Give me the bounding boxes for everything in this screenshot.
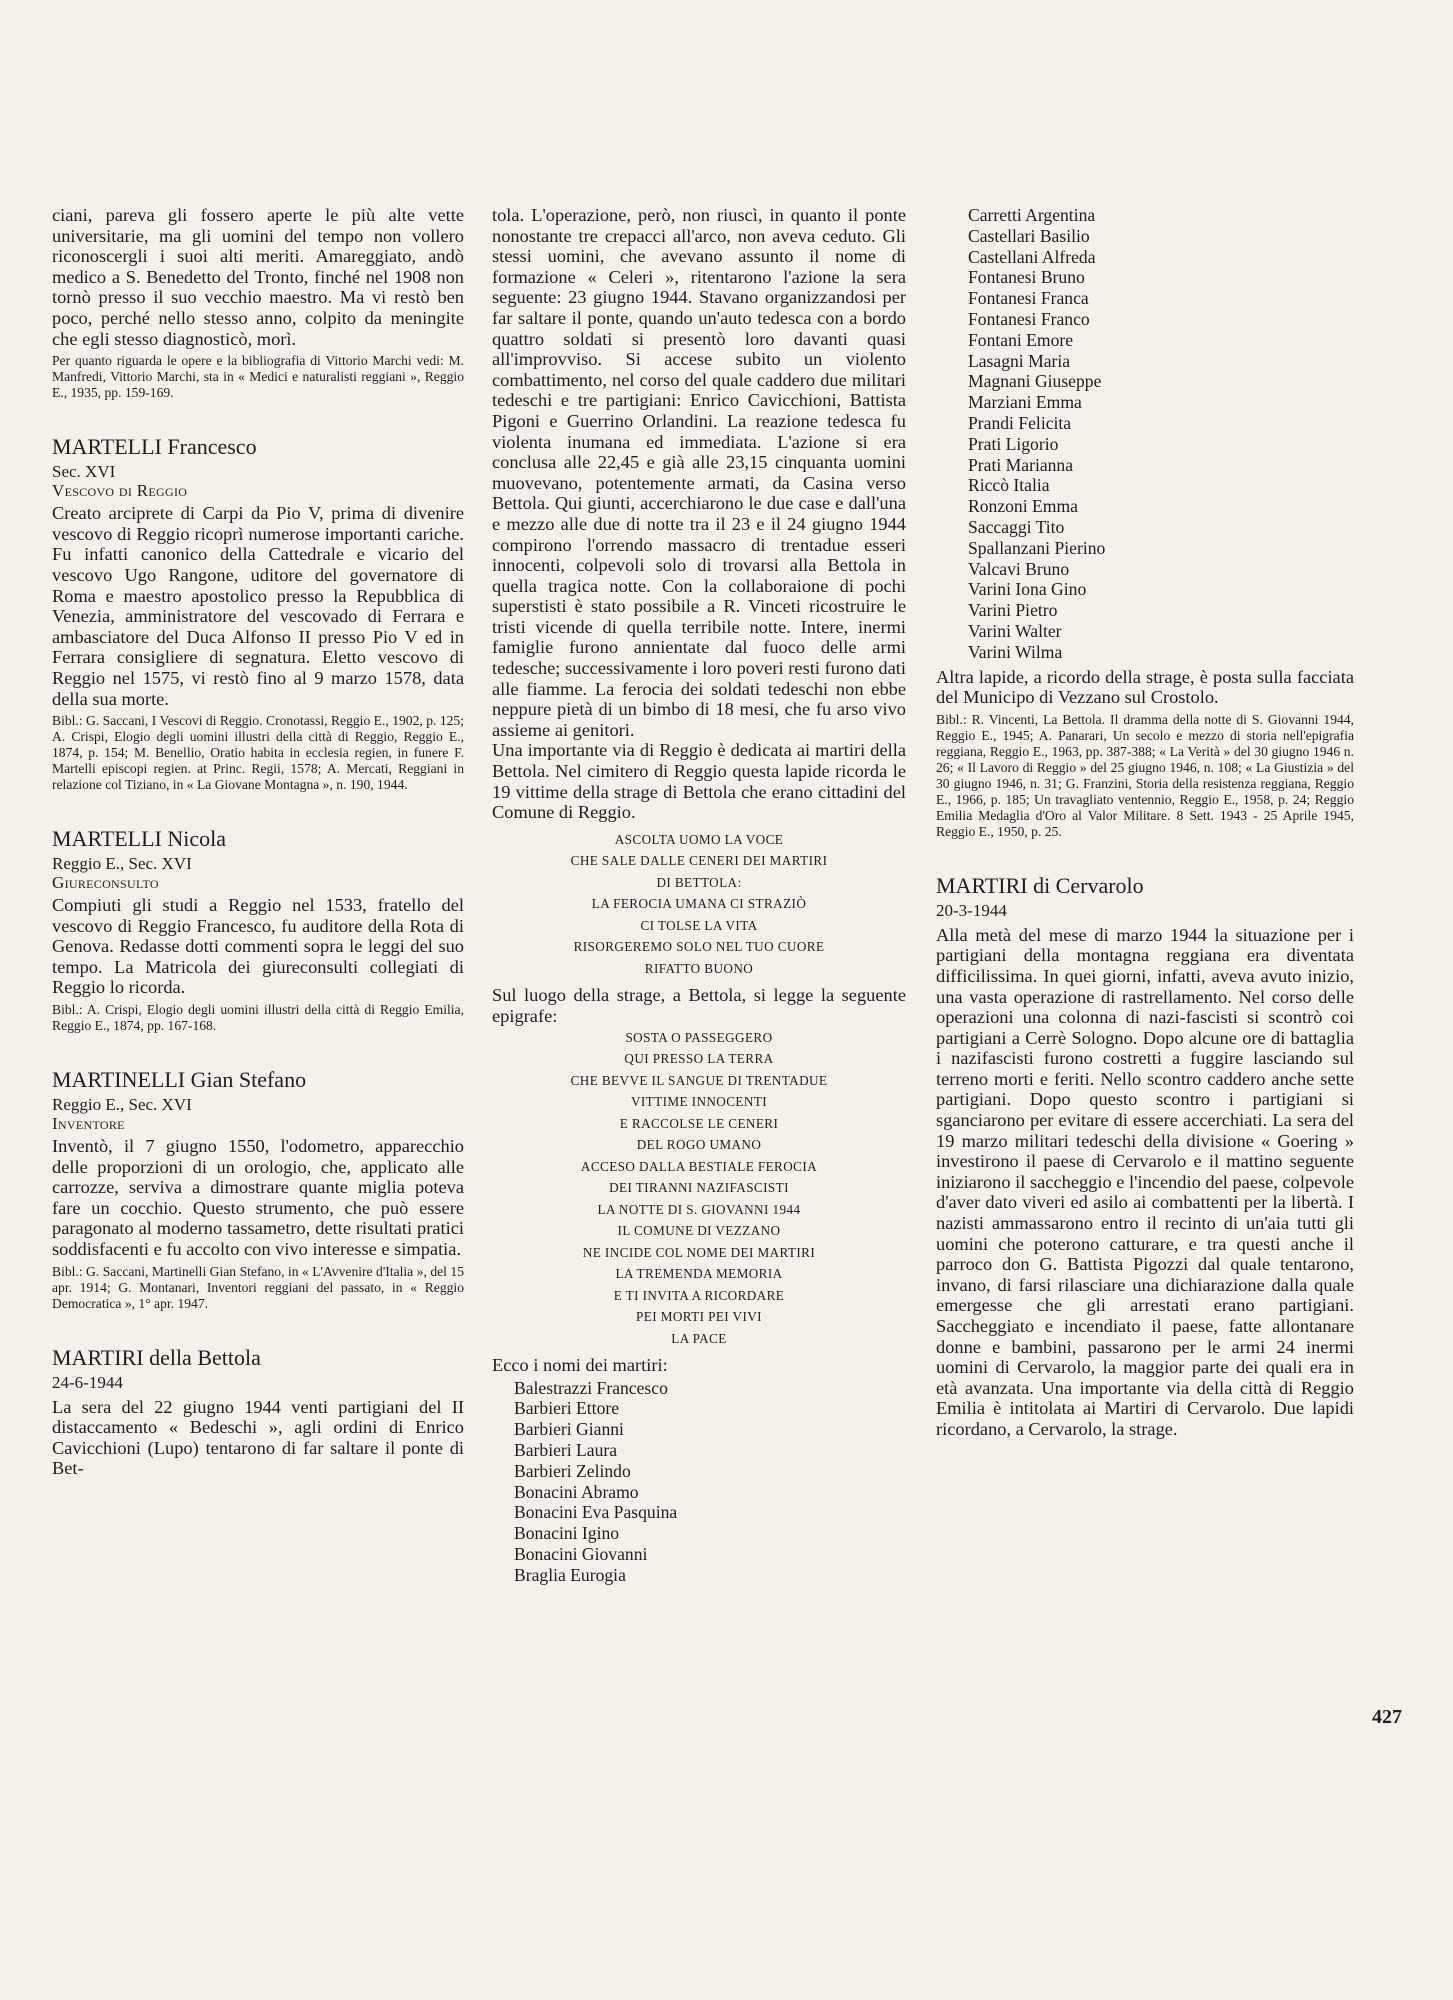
martyr-name: Fontani Emore: [968, 329, 1074, 350]
epigraph-line: IL COMUNE DI VEZZANO: [617, 1223, 781, 1238]
martyr-name: Fontanesi Franca: [968, 288, 1089, 309]
martyr-name: Bonacini Giovanni: [514, 1543, 648, 1564]
entry-text: Alla metà del mese di marzo 1944 la situazione per i partigiani della montagna reggiana era diventata difficilissima. In quei giorni, infatti, aveva avuto inizio, una vasta operazione di rastrellamento. Nel corso delle operazioni una colonna di nazi-fascisti si scontrò coi partigiani a Cerrè Sologno. Dopo alcune ore di battaglia i nazifascisti furono costretti a fuggire lasciando sul terreno morti e feriti. Nello scontro caddero anche sette partigiani. Dopo questo scontro i partigiani si sganciarono per evitare di essere accerchiati. La sera del 19 marzo militari tedeschi della divisione « Goering » investirono il paese di Cervarolo e il mattino seguente iniziarono il saccheggio e l'incendio del paese, colpevole d'aver dato viveri ed asilo ai combattenti per la libertà. I nazisti ammassarono entro il recinto di un'aia tutti gli uomini che poterono catturare, e tra questi anche il parroco don G. Battista Pigozzi dal quale tentarono, invano, di farsi rilasciare una dichiarazione dalla quale emergesse che gli arrestati erano partigiani. Saccheggiato e incendiato il paese, fatte allontanare donne e bambini, passarono per le armi 24 inermi uomini di Cervarolo, la maggior parte dei quali era in età avanzata. Una importante via della città di Reggio Emilia è intitolata ai Martiri di Cervarolo. Due lapidi ricordano, a Cervarolo, la strage.: [936, 924, 1354, 1439]
entry-date: Sec. XVI: [52, 462, 116, 482]
martyr-name: Lasagni Maria: [968, 350, 1071, 371]
martyr-name: Barbieri Ettore: [514, 1398, 620, 1419]
martyr-name: Marziani Emma: [968, 392, 1082, 413]
entry-text: Una importante via di Reggio è dedicata ai martiri della Bettola. Nel cimitero di Reggio questa lapide ricorda le 19 vittime della strage di Bettola che erano cittadini del Comune di Reggio.: [492, 740, 906, 823]
martyr-name: Prati Marianna: [968, 454, 1074, 475]
entry-marchi-end: [52, 205, 464, 401]
epigraph-line: RISORGEREMO SOLO NEL TUO CUORE: [573, 939, 825, 955]
martyr-name: Magnani Giuseppe: [968, 371, 1102, 392]
entry-text: Compiuti gli studi a Reggio nel 1533, fratello del vescovo di Reggio Francesco, fu auditore della Rota di Genova. Redasse dotti commenti sopra le leggi del suo tempo. La Matricola dei giureconsulti collegiati di Reggio lo ricorda.: [52, 895, 464, 998]
martyr-name: Barbieri Zelindo: [514, 1460, 631, 1481]
epigraph-line: E TI INVITA A RICORDARE: [613, 1287, 785, 1303]
entry-date: 24-6-1944: [52, 1372, 123, 1392]
epigraph-line: QUI PRESSO LA TERRA: [624, 1051, 774, 1066]
entry-date: Reggio E., Sec. XVI: [52, 1095, 192, 1115]
epigraph-line: VITTIME INNOCENTI: [630, 1094, 768, 1109]
epigraph-line: LA PACE: [671, 1330, 727, 1346]
entry-text: Ecco i nomi dei martiri:: [492, 1355, 668, 1375]
entry-role: Inventore: [52, 1114, 125, 1134]
epigraph-line: ACCESO DALLA BESTIALE FEROCIA: [580, 1158, 818, 1174]
entry-text: Creato arciprete di Carpi da Pio V, prima di divenire vescovo di Reggio ricoprì numerose importanti cariche. Fu infatti canonico della Cattedrale e vicario del vescovo Ugo Rangone, uditore del governatore di Roma e maestro apostolico presso la Repubblica di Venezia, amministratore del vescovado di Ferrara e ambasciatore del Duca Alfonso II presso Pio V ed in Ferrara consigliere di segnatura. Eletto vescovo di Reggio nel 1575, vi restò fino al 9 marzo 1578, data della sua morte.: [52, 503, 464, 709]
entry-martiri-cervarolo: [936, 874, 1354, 1440]
martyr-name: Prati Ligorio: [968, 433, 1059, 454]
epigraph-cemetery: [492, 829, 906, 980]
bibliography: Per quanto riguarda le opere e la bibliografia di Vittorio Marchi vedi: M. Manfredi, Vittorio Marchi, sta in « Medici e naturalisti reggiani », Reggio E., 1935, pp. 159-169.: [52, 353, 464, 401]
epigraph-line: DEL ROGO UMANO: [636, 1137, 762, 1152]
martyr-name: Barbieri Gianni: [514, 1419, 624, 1440]
page-number: 427: [1372, 1706, 1402, 1728]
martyr-name: Bonacini Igino: [514, 1523, 620, 1544]
entry-martelli-nicola: [52, 827, 464, 1034]
column-middle: [492, 205, 906, 1588]
entry-heading: MARTIRI della Bettola: [52, 1344, 261, 1370]
entry-text-continued: tola. L'operazione, però, non riuscì, in quanto il ponte nonostante tre crepacci all'arco, non aveva ceduto. Gli stessi uomini, che avevano assunto il nome di formazione « Celeri », ritentarono l'azione la sera seguente: 23 giugno 1944. Stavano organizzandosi per far saltare il ponte, quando un'auto tedesca con a bordo quattro soldati si presentò loro davanti quasi all'improvviso. Si accese subito un violento combattimento, nel corso del quale caddero due militari tedeschi e tre partigiani: Enrico Cavicchioni, Battista Pigoni e Guerrino Orlandini. La reazione tedesca fu violenta inumana ed immediata. L'azione si era conclusa alle 22,45 e già alle 23,15 cinquanta uomini muovevano, potentemente armati, da Casina verso Bettola. Qui giunti, accerchiarono le due case e dall'una e mezzo alle due di notte tra il 23 e il 24 giugno 1944 compirono l'orrendo massacro di trentadue esseri innocenti, colpevoli solo di trovarsi alla Bettola in quella tragica notte. Con la collaboraione di pochi superstisti è stato possibile a R. Vinceti ricostruire le tristi vicende di quella terribile notte. Intere, inermi famiglie furono annientate dal fuoco delle armi tedesche; successivamente i loro poveri resti furono dati alle fiamme. La ferocia dei soldati tedeschi non ebbe neppure pietà di un bimbo di 18 mesi, che fu arso vivo assieme ai genitori.: [492, 205, 906, 740]
entry-text: Sul luogo della strage, a Bettola, si legge la seguente epigrafe:: [492, 985, 906, 1026]
bibliography: Bibl.: A. Crispi, Elogio degli uomini illustri della città di Reggio Emilia, Reggio E., 1874, pp. 167-168.: [52, 1002, 464, 1034]
martyr-name: Varini Iona Gino: [968, 579, 1087, 600]
bibliography: Bibl.: R. Vincenti, La Bettola. Il dramma della notte di S. Giovanni 1944, Reggio E., 1945; A. Panarari, Un secolo e mezzo di storia nell'epigrafia reggiana, Reggio E., 1963, pp. 387-388; « La Verità » del 30 giugno 1946 n. 26; « Il Lavoro di Reggio » del 25 giugno 1946, n. 108; « La Giustizia » del 30 giugno 1946, n. 31; G. Franzini, Storia della resistenza reggiana, Reggio E., 1966, p. 185; Un travagliato ventennio, Reggio E., 1958, p. 24; Reggio Emilia Medaglia d'Oro al Valor Militare. 8 Sett. 1943 - 25 Aprile 1945, Reggio E., 1950, p. 25.: [936, 711, 1354, 839]
epigraph-line: RIFATTO BUONO: [644, 960, 754, 976]
martyrs-list: [514, 1378, 906, 1586]
entry-text: Inventò, il 7 giugno 1550, l'odometro, apparecchio delle proporzioni di un orologio, che, applicato alle carrozze, serviva a dimostrare quante miglia poteva fare un cocchio. Questo strumento, che può essere paragonato al moderno tassametro, dette risultati pratici soddisfacenti e fu accolto con vivo interesse e simpatia.: [52, 1136, 464, 1260]
martyr-name: Valcavi Bruno: [968, 558, 1070, 579]
epigraph-line: LA TREMENDA MEMORIA: [615, 1266, 783, 1281]
epigraph-line: LA NOTTE DI S. GIOVANNI 1944: [597, 1201, 801, 1217]
martyr-name: Barbieri Laura: [514, 1439, 618, 1460]
entry-date: 20-3-1944: [936, 900, 1007, 920]
epigraph-line: SOSTA O PASSEGGERO: [625, 1029, 773, 1045]
entry-heading: MARTELLI Francesco: [52, 434, 257, 460]
martyr-name: Carretti Argentina: [968, 205, 1096, 225]
entry-role: Giureconsulto: [52, 873, 159, 893]
bibliography: Bibl.: G. Saccani, Martinelli Gian Stefano, in « L'Avvenire d'Italia », del 15 apr. 1914; G. Montanari, Inventori reggiani del passato, in « Reggio Democratica », 1° apr. 1947.: [52, 1263, 464, 1311]
martyr-name: Bonacini Eva Pasquina: [514, 1502, 678, 1523]
epigraph-bettola: [492, 1027, 906, 1350]
entry-martelli-francesco: [52, 435, 464, 793]
entry-text: Altra lapide, a ricordo della strage, è posta sulla facciata del Municipo di Vezzano sul Crostolo.: [936, 666, 1354, 708]
epigraph-line: LA FEROCIA UMANA CI STRAZIÒ: [591, 896, 807, 912]
entry-role: Vescovo di Reggio: [52, 481, 188, 501]
epigraph-line: NE INCIDE COL NOME DEI MARTIRI: [582, 1244, 816, 1260]
bibliography: Bibl.: G. Saccani, I Vescovi di Reggio. Cronotassi, Reggio E., 1902, p. 125; A. Crispi, Elogio degli uomini illustri della città di Reggio, Reggio E., 1874, p. 154; M. Benellio, Oratio habita in ecclesia regien, in funere F. Martelli episcopi regien. at Princ. Regii, 1578; A. Mercati, Reggiani in relazione col Tiziano, in « La Giovane Montagna », n. 190, 1944.: [52, 713, 464, 793]
entry-date: Reggio E., Sec. XVI: [52, 854, 192, 874]
entry-heading: MARTIRI di Cervarolo: [936, 872, 1144, 898]
martyr-name: Riccò Italia: [968, 475, 1050, 496]
martyr-name: Varini Walter: [968, 620, 1062, 641]
martyr-name: Ronzoni Emma: [968, 496, 1078, 517]
entry-heading: MARTINELLI Gian Stefano: [52, 1067, 307, 1093]
martyrs-list-continued: [968, 205, 1354, 663]
epigraph-line: E RACCOLSE LE CENERI: [619, 1115, 779, 1131]
martyr-name: Castellani Alfreda: [968, 246, 1096, 267]
column-left: [52, 205, 464, 1479]
martyr-name: Varini Wilma: [968, 641, 1063, 662]
entry-martinelli: [52, 1068, 464, 1312]
martyr-name: Spallanzani Pierino: [968, 537, 1106, 558]
martyr-name: Castellari Basilio: [968, 225, 1090, 246]
martyr-name: Prandi Felicita: [968, 412, 1072, 433]
martyr-name: Balestrazzi Francesco: [514, 1377, 668, 1398]
entry-martiri-bettola: [52, 1346, 464, 1479]
epigraph-line: CHE SALE DALLE CENERI DEI MARTIRI: [570, 853, 828, 869]
epigraph-line: CI TOLSE LA VITA: [640, 917, 758, 933]
martyr-name: Bonacini Abramo: [514, 1481, 639, 1502]
martyr-name: Fontanesi Franco: [968, 308, 1090, 329]
epigraph-line: DI BETTOLA:: [656, 874, 742, 890]
martyr-name: Varini Pietro: [968, 600, 1058, 621]
epigraph-line: PEI MORTI PEI VIVI: [636, 1309, 762, 1324]
epigraph-line: ASCOLTA UOMO LA VOCE: [614, 831, 784, 847]
martyr-name: Saccaggi Tito: [968, 516, 1065, 537]
entry-text: La sera del 22 giugno 1944 venti partigiani del II distaccamento « Bedeschi », agli ordini di Enrico Cavicchioni (Lupo) tentarono di far saltare il ponte di Bet-: [52, 1396, 464, 1479]
martyr-name: Braglia Eurogia: [514, 1564, 626, 1585]
entry-heading: MARTELLI Nicola: [52, 826, 227, 852]
epigraph-line: CHE BEVVE IL SANGUE DI TRENTADUE: [570, 1072, 828, 1088]
martyr-name: Fontanesi Bruno: [968, 267, 1085, 288]
epigraph-line: DEI TIRANNI NAZIFASCISTI: [609, 1180, 789, 1195]
column-right: [936, 205, 1354, 1440]
entry-text: ciani, pareva gli fossero aperte le più alte vette universitarie, ma gli uomini del tempo non vollero riconoscergli i suoi alti meriti. Amareggiato, andò medico a S. Benedetto del Tronto, finché nel 1908 non tornò presso il suo vecchio maestro. Ma vi restò ben poco, perché nello stesso anno, colpito da meningite che egli stesso diagnosticò, morì.: [52, 205, 464, 349]
